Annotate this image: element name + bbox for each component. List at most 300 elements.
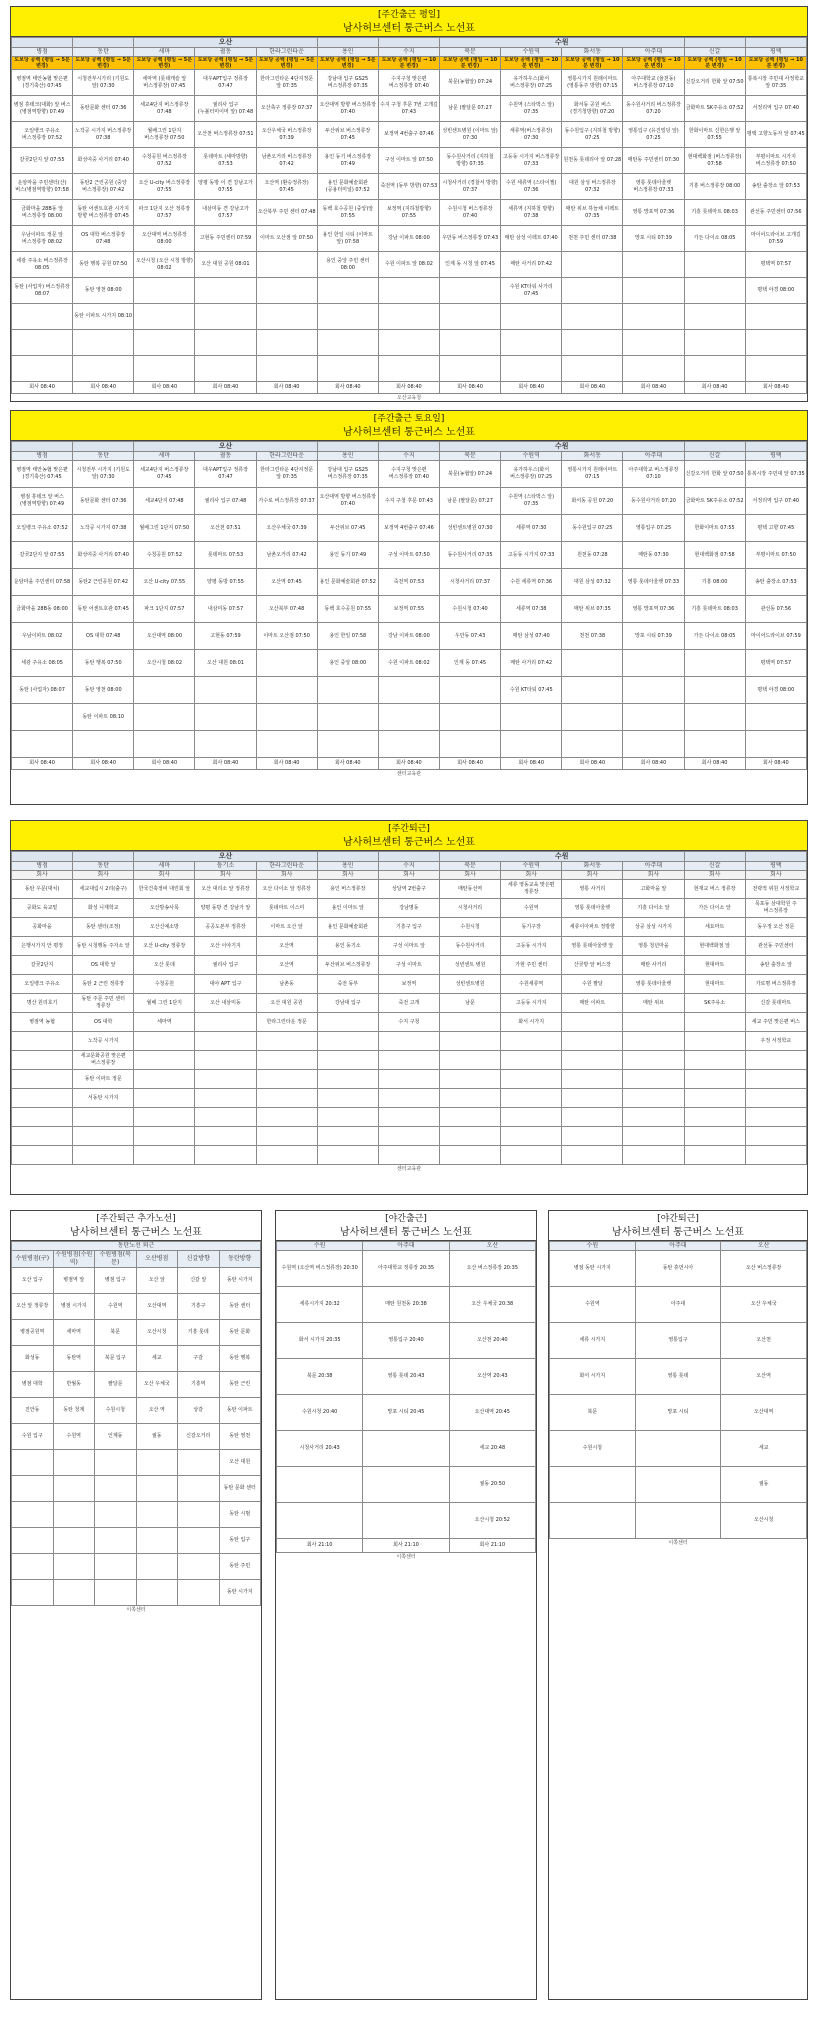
stop-cell: 아주대학교 (율천동) 버스정류장 07:10 (623, 70, 684, 96)
weekday-evening-title-band (11, 821, 807, 851)
column-note: 회사 (12, 871, 73, 880)
stop-cell (562, 252, 623, 278)
stop-cell: 수원 KT타워 사가리 07:45 (501, 278, 562, 304)
stop-cell: 동탄 어센트호관 07:45 (73, 596, 134, 623)
stop-cell: 노작공 시가지 07:38 (73, 515, 134, 542)
table-row (12, 1070, 807, 1089)
column-header: 수원역 (501, 452, 562, 461)
stop-cell (73, 731, 134, 758)
column-header: 궐동 (195, 48, 256, 57)
table-row (12, 1502, 261, 1528)
stop-cell: 수원 KT타워 07:45 (501, 677, 562, 704)
arrival-cell: 회사 08:40 (439, 758, 500, 770)
stop-cell: 세광 주유소 버스정류장 08:05 (12, 252, 73, 278)
stop-cell: 세교 주민 맞은편 버스 (745, 1013, 806, 1032)
stop-cell: 아주대 (635, 1287, 721, 1323)
stop-cell (684, 1127, 745, 1146)
table-row (12, 1372, 261, 1398)
section-subtitle: 남사허브센터 통근버스 노선표 (343, 427, 475, 438)
column-header: 수원역 (501, 862, 562, 871)
stop-cell (195, 1070, 256, 1089)
stop-cell: 오산신예소방 (134, 918, 195, 937)
stop-cell: 병점 대학 (12, 1372, 54, 1398)
stop-cell: 궐동 (721, 1467, 807, 1503)
column-note: 회사 (256, 871, 317, 880)
stop-cell (256, 356, 317, 382)
stop-cell (95, 1528, 137, 1554)
column-header: 수원 (277, 1242, 363, 1251)
stop-cell: 평택 야경 08:00 (745, 278, 806, 304)
table-row (277, 1359, 536, 1395)
column-note: 도보당 공백 (평일 → 5분 변경) (73, 57, 134, 70)
stop-cell (635, 1467, 721, 1503)
stop-cell: 가로명 버스정류장 (745, 975, 806, 994)
stop-cell: 세마역 (53, 1320, 95, 1346)
stop-cell (195, 1032, 256, 1051)
stop-cell: 궐리사 입구 (195, 956, 256, 975)
table-row (277, 1395, 536, 1431)
stop-cell: 세마역 (134, 1013, 195, 1032)
stop-cell: 상달역 2번출구 (378, 880, 439, 899)
stop-cell (256, 1108, 317, 1127)
stop-cell: 롯데마트 (세마방향) 07:53 (195, 148, 256, 174)
stop-cell (317, 1013, 378, 1032)
stop-cell: 이마트 오산점 07:50 (256, 623, 317, 650)
stop-cell (136, 1502, 178, 1528)
section-subtitle: 남사허브센터 통근버스 노선표 (70, 1227, 202, 1238)
stop-cell (623, 1127, 684, 1146)
stop-cell: 궐리사 입구 07:48 (195, 488, 256, 515)
stop-cell: 병점역 농협 (12, 1013, 73, 1032)
stop-cell: 구성 이마트 앞 07:50 (378, 148, 439, 174)
column-header: 세마 (134, 862, 195, 871)
stop-cell: 강남명동 (378, 899, 439, 918)
stop-cell: 오산대역 버스정류장 08:00 (134, 226, 195, 252)
stop-cell (439, 677, 500, 704)
stop-cell: 대원 삼성 버스정류장 07:32 (562, 174, 623, 200)
stop-cell (178, 1554, 220, 1580)
stop-cell: 수지 구청 (378, 1013, 439, 1032)
stop-cell: 기흥 버스정류장 08:00 (684, 174, 745, 200)
stop-cell: 가수로 버스정류장 07:37 (256, 488, 317, 515)
stop-cell: 관선동 주민센터 07:56 (745, 200, 806, 226)
stop-cell: 동탄2 근린공원 07:42 (73, 569, 134, 596)
stop-cell: 동수원사거리 버스정류장 07:20 (623, 96, 684, 122)
table-row (277, 1323, 536, 1359)
stop-cell (195, 1051, 256, 1070)
stop-cell: 화성여중 사거리 07:40 (73, 542, 134, 569)
stop-cell: 시청전부시가리 (기원도 앞) 07:30 (73, 70, 134, 96)
table-row (550, 1431, 807, 1467)
stop-cell (684, 731, 745, 758)
arrival-cell: 회사 08:40 (256, 758, 317, 770)
stop-cell: 오산 우체국 (136, 1372, 178, 1398)
stop-cell: 성빈센트 병원 (439, 956, 500, 975)
stop-cell: 인계 동 07:45 (439, 650, 500, 677)
stop-cell: 남촌오거리 버스정류장 07:42 (256, 148, 317, 174)
stop-cell: 동탄 (사업자) 버스정류장 08:07 (12, 278, 73, 304)
stop-cell: 동탄 센터 (219, 1294, 261, 1320)
column-header: 동탄 (73, 862, 134, 871)
stop-cell (195, 1013, 256, 1032)
stop-cell (439, 1032, 500, 1051)
stop-cell (256, 1070, 317, 1089)
stop-cell (12, 1476, 54, 1502)
stop-cell: 동탄 어센트호관 시가지 방향 버스정류장 07:45 (73, 200, 134, 226)
stop-cell (378, 704, 439, 731)
column-header: 수원역 (501, 48, 562, 57)
stop-cell: 남문 (439, 994, 500, 1013)
stop-cell (256, 330, 317, 356)
column-header: 아주대 (623, 862, 684, 871)
stop-cell: 병점역 태안농협 맞은편 (경기축산) 07:45 (12, 461, 73, 488)
stop-cell: 보정역 4번출구 07:46 (378, 515, 439, 542)
stop-cell: 한라그린타운 정문 (256, 1013, 317, 1032)
stop-cell: 세류 영동교육 맞은편 정류장 (501, 880, 562, 899)
column-header: 오산 (721, 1242, 807, 1251)
stop-cell (562, 677, 623, 704)
arrival-cell: 회사 08:40 (501, 382, 562, 394)
stop-cell: 수원역 (스타벅스 앞) 07:35 (501, 488, 562, 515)
stop-cell: 동탄문화 센터 07:36 (73, 96, 134, 122)
night-morning-sheet (275, 1210, 537, 2000)
stop-cell (195, 704, 256, 731)
stop-cell (501, 1127, 562, 1146)
table-row (12, 569, 807, 596)
stop-cell (134, 304, 195, 330)
stop-cell: 보정역 (지하철방향) 07:55 (378, 200, 439, 226)
stop-cell: 동탄 휴먼시아 (635, 1251, 721, 1287)
route-table (11, 37, 807, 394)
column-header: 수지 (378, 48, 439, 57)
stop-cell: 궐동 (136, 1424, 178, 1450)
section-subtitle: 남사허브센터 통근버스 노선표 (340, 1227, 472, 1238)
header-spacer (317, 38, 378, 48)
stop-cell: 산곶방 앞 버스장 (562, 956, 623, 975)
stop-cell (195, 677, 256, 704)
stop-cell: 영통 롯데아울렛 07:33 (623, 569, 684, 596)
stop-cell (439, 1089, 500, 1108)
stop-cell (684, 1108, 745, 1127)
stop-cell: 죽전 고개 (378, 994, 439, 1013)
column-note: 회사 (623, 871, 684, 880)
stop-cell: 죽전역 07:53 (378, 569, 439, 596)
stop-cell: 고등동 시가지 버스정류장 07:33 (501, 148, 562, 174)
stop-cell: 금화마을 28B동 앞 버스정류장 08:00 (12, 200, 73, 226)
stop-cell: 병점역 앞 (53, 1268, 95, 1294)
stop-cell: 내삼미동 07:57 (195, 596, 256, 623)
table-row (12, 70, 807, 96)
column-note: 도보당 공백 (평일 → 10분 변경) (501, 57, 562, 70)
stop-cell (12, 1528, 54, 1554)
stop-cell (256, 704, 317, 731)
stop-cell (12, 1580, 54, 1606)
stop-cell (623, 356, 684, 382)
stop-cell: 시청전부 시가지 (기원도 앞) 07:30 (73, 461, 134, 488)
table-footnote: 오산교육청 (396, 395, 422, 401)
column-note: 회사 (745, 871, 806, 880)
stop-cell (501, 1089, 562, 1108)
stop-cell (195, 330, 256, 356)
stop-cell (439, 1070, 500, 1089)
stop-cell (134, 1108, 195, 1127)
stop-cell (317, 356, 378, 382)
stop-cell: 화성동 (12, 1346, 54, 1372)
arrival-cell: 회사 08:40 (501, 758, 562, 770)
stop-cell: 동탄 (사업자) 08:07 (12, 677, 73, 704)
stop-cell (53, 1554, 95, 1580)
stop-cell: 천천 주민 센터 07:38 (562, 226, 623, 252)
stop-cell: 수지 구청 후문 07:43 (378, 488, 439, 515)
stop-cell (745, 1108, 806, 1127)
stop-cell: 현재교 버스 정류장 (684, 880, 745, 899)
stop-cell: 고등동 시가지 (501, 994, 562, 1013)
stop-cell: 동탄 이파트 (219, 1398, 261, 1424)
table-row (12, 1108, 807, 1127)
stop-cell: 용인 동기소 (317, 937, 378, 956)
stop-cell (562, 1051, 623, 1070)
stop-cell: 병점역 태안농협 맞은편 (경기축산) 07:45 (12, 70, 73, 96)
stop-cell: 오산북부 주민 센터 07:48 (256, 200, 317, 226)
stop-cell (562, 1089, 623, 1108)
table-row (277, 1467, 536, 1503)
stop-cell (317, 1070, 378, 1089)
stop-cell: 오산천 버스정류장 07:51 (195, 122, 256, 148)
stop-cell: 동탄 영천 08:00 (73, 278, 134, 304)
stop-cell: 오산역 20:43 (449, 1359, 535, 1395)
header-spacer (317, 852, 378, 862)
stop-cell: 명산 원리호기 (12, 994, 73, 1013)
stop-cell (684, 356, 745, 382)
table-row (12, 899, 807, 918)
stop-cell: 화서 시가지 (501, 1013, 562, 1032)
table-row (277, 1251, 536, 1287)
column-note: 도보당 공백 (평일 → 5분 변경) (195, 57, 256, 70)
stop-cell: 통복시장 주민대 앞 07:35 (745, 461, 806, 488)
arrival-cell: 회사 08:40 (317, 758, 378, 770)
table-row (277, 1287, 536, 1323)
stop-cell (134, 1051, 195, 1070)
stop-cell: 공화마을 (12, 918, 73, 937)
stop-cell: 평택 고향 07:45 (745, 515, 806, 542)
stop-cell: 평택역 07:57 (745, 650, 806, 677)
stop-cell: 영통시가지 원래이마트 (영통동주 방향) 07:15 (562, 70, 623, 96)
stop-cell: 오산 버스정류장 (721, 1251, 807, 1287)
stop-cell: 파크 1단지 07:57 (134, 596, 195, 623)
column-note: 회사 (195, 871, 256, 880)
stop-cell: 수원시청 (439, 918, 500, 937)
stop-cell (256, 252, 317, 278)
stop-cell (73, 356, 134, 382)
stop-cell: 오산역 07:45 (256, 569, 317, 596)
stop-cell (73, 1127, 134, 1146)
column-header: 수지 (378, 452, 439, 461)
column-note: 도보당 공백 (평일 → 10분 변경) (378, 57, 439, 70)
stop-cell (501, 356, 562, 382)
stop-cell (134, 1146, 195, 1165)
column-note: 도보당 공백 (평일 → 10분 변경) (745, 57, 806, 70)
column-header: 세마 (134, 48, 195, 57)
column-header: 화서동 (562, 862, 623, 871)
table-row (12, 252, 807, 278)
route-table (11, 1241, 261, 1606)
table-row (12, 880, 807, 899)
arrival-cell: 회사 21:10 (277, 1539, 363, 1553)
stop-cell (12, 1502, 54, 1528)
stop-cell (684, 1146, 745, 1165)
evening-extra-title-band (11, 1211, 261, 1241)
stop-cell (378, 1108, 439, 1127)
arrival-cell: 회사 08:40 (12, 382, 73, 394)
stop-cell: 세교4단지 버스정류장 07:45 (134, 461, 195, 488)
stop-cell: 매탄 이파트 (562, 994, 623, 1013)
stop-cell: 송탄 출장소 앞 (745, 956, 806, 975)
stop-cell: 병점 시가지 (53, 1294, 95, 1320)
route-table (11, 441, 807, 770)
stop-cell: 기흥역 (178, 1372, 220, 1398)
region-header: 수원 (439, 442, 684, 452)
stop-cell (363, 1467, 449, 1503)
stop-cell (684, 1032, 745, 1051)
group-header: 동탄노선 퇴근 (12, 1242, 261, 1251)
stop-cell: 매탄 사거리 07:42 (501, 252, 562, 278)
stop-cell (134, 731, 195, 758)
weekday-morning-section (0, 0, 820, 405)
stop-cell (623, 731, 684, 758)
stop-cell (134, 330, 195, 356)
stop-cell: 수원시청 (95, 1398, 137, 1424)
stop-cell: 오산 롯데 (134, 956, 195, 975)
stop-cell: 오산시청 08:02 (134, 650, 195, 677)
stop-cell: 영통 롯데아울렛 앞 (562, 937, 623, 956)
stop-cell: 보정역 4번출구 07:46 (378, 122, 439, 148)
stop-cell (378, 1146, 439, 1165)
stop-cell: 동탄 영천 (219, 1424, 261, 1450)
stop-cell: 고화마을 앞 (623, 880, 684, 899)
stop-cell: 남촌오거리 07:42 (256, 542, 317, 569)
stop-cell: 신갈 앞 (178, 1268, 220, 1294)
stop-cell: 영통시가지 원래이마트 07:15 (562, 461, 623, 488)
section-subtitle: 남사허브센터 통근버스 노선표 (612, 1227, 744, 1238)
stop-cell: 진안동 (12, 1398, 54, 1424)
stop-cell (623, 330, 684, 356)
table-row (12, 677, 807, 704)
stop-cell (53, 1502, 95, 1528)
column-note: 도보당 공백 (평일 → 5분 변경) (12, 57, 73, 70)
stop-cell (256, 278, 317, 304)
stop-cell: 공화도 육교밑 (12, 899, 73, 918)
stop-cell (501, 1108, 562, 1127)
stop-cell: 유가하우스(화서 버스정류장) 07:25 (501, 461, 562, 488)
stop-cell (562, 278, 623, 304)
table-row (12, 1476, 261, 1502)
stop-cell: 동탄 행복 (219, 1346, 261, 1372)
table-row (12, 1450, 261, 1476)
night-morning-title-band (276, 1211, 536, 1241)
stop-cell (623, 1070, 684, 1089)
section-title: [주간출근 평일] (377, 10, 441, 20)
stop-cell (501, 330, 562, 356)
stop-cell (378, 278, 439, 304)
stop-cell (12, 731, 73, 758)
stop-cell: 가든 다이소 앞 (684, 899, 745, 918)
stop-cell: 동탄 행복 07:50 (73, 650, 134, 677)
header-spacer (378, 852, 439, 862)
stop-cell (623, 1108, 684, 1127)
stop-cell: 용인 이마트 앞 (317, 899, 378, 918)
stop-cell: 오산 대원 공원 08:01 (195, 252, 256, 278)
stop-cell (363, 1503, 449, 1539)
stop-cell (317, 1089, 378, 1108)
stop-cell: 내삼미동 견 강남고가 07:57 (195, 200, 256, 226)
table-row (550, 1251, 807, 1287)
stop-cell (623, 252, 684, 278)
arrival-cell: 회사 08:40 (745, 758, 806, 770)
stop-cell (378, 304, 439, 330)
stop-cell: 매탄동 주민센터 07:30 (623, 148, 684, 174)
stop-cell: 동탄 문화 센터 (219, 1476, 261, 1502)
table-row (12, 200, 807, 226)
stop-cell (277, 1503, 363, 1539)
table-row (12, 1294, 261, 1320)
stop-cell: 부평이마트 시가지 버스정류장 07:50 (745, 148, 806, 174)
stop-cell (195, 278, 256, 304)
stop-cell: 상공 삼성 시가지 (623, 918, 684, 937)
stop-cell: 노작공 시가지 버스정류장 07:38 (73, 122, 134, 148)
column-header: 수지 (378, 862, 439, 871)
column-header: 아주대 (363, 1242, 449, 1251)
stop-cell: 금화마트 SK주유소 07:52 (684, 488, 745, 515)
stop-cell: 오일뱅크 주유소 07:52 (12, 515, 73, 542)
saturday-morning-section (0, 410, 820, 810)
stop-cell: 고현동 07:59 (195, 623, 256, 650)
stop-cell: 동탄 시범 (219, 1502, 261, 1528)
stop-cell: 기흥 다이소 앞 (623, 899, 684, 918)
table-row (12, 1320, 261, 1346)
stop-cell (623, 1051, 684, 1070)
stop-cell (439, 731, 500, 758)
stop-cell: 영통 롯데 20:43 (363, 1359, 449, 1395)
stop-cell: 동수원사거리 07:35 (439, 542, 500, 569)
stop-cell: 통복시장 주민대 사정학교 앞 07:35 (745, 70, 806, 96)
stop-cell (317, 1032, 378, 1051)
stop-cell: 용인 중앙 주민 센터 08:00 (317, 252, 378, 278)
stop-cell (136, 1528, 178, 1554)
weekday-morning-sheet (10, 6, 808, 402)
stop-cell: 매탄 위브 (623, 994, 684, 1013)
stop-cell: 매탄 사거리 (623, 956, 684, 975)
stop-cell: 갈곶2단지 앞 07:55 (12, 542, 73, 569)
stop-cell: 동백 호수공원 07:55 (317, 596, 378, 623)
table-row (12, 1268, 261, 1294)
column-header: 동탄 (73, 48, 134, 57)
stop-cell: OS 대학 07:48 (73, 623, 134, 650)
stop-cell: 죽전역 (동부 방향) 07:53 (378, 174, 439, 200)
stop-cell: 수원 이파트 08:02 (378, 650, 439, 677)
stop-cell: 현대백화점 (버스정류장) 07:58 (684, 148, 745, 174)
stop-cell (256, 1051, 317, 1070)
stop-cell (684, 278, 745, 304)
stop-cell (178, 1450, 220, 1476)
header-spacer (317, 442, 378, 452)
header-spacer (684, 38, 745, 48)
region-header: 수원 (439, 38, 684, 48)
stop-cell (378, 1032, 439, 1051)
stop-cell (256, 1127, 317, 1146)
stop-cell: 신갈오거리 한화 앞 07:50 (684, 70, 745, 96)
stop-cell (12, 304, 73, 330)
stop-cell (12, 704, 73, 731)
